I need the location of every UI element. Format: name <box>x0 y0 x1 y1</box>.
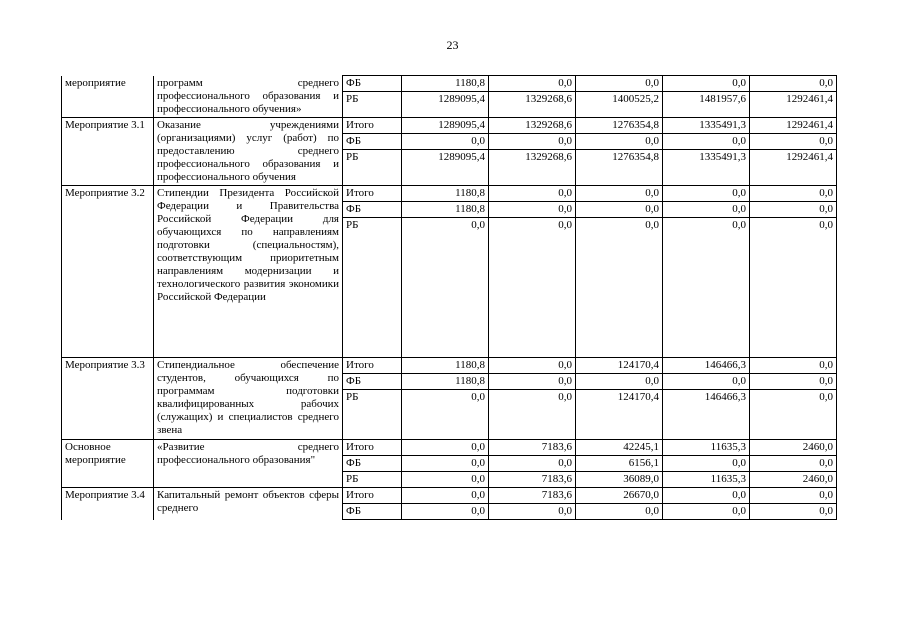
amount-cell: 0,0 <box>576 186 663 202</box>
amount-cell: 36089,0 <box>576 472 663 488</box>
amount-cell: 0,0 <box>663 186 750 202</box>
amount-cell: 0,0 <box>489 134 576 150</box>
amount-cell: 1276354,8 <box>576 150 663 186</box>
amount-cell: 0,0 <box>750 504 837 520</box>
table-row <box>62 358 837 374</box>
amount-cell: 1329268,6 <box>489 92 576 118</box>
event-name-cell: Основное мероприятие <box>62 440 154 488</box>
event-description-cell: Стипендиальное обеспечение студентов, обучающихся по программам подготовки квалифицированных рабочих (служащих) и специалистов среднего звена <box>154 358 343 440</box>
funding-source-cell: ФБ <box>343 76 402 92</box>
amount-cell: 1335491,3 <box>663 118 750 134</box>
funding-source-cell: ФБ <box>343 134 402 150</box>
amount-cell: 1289095,4 <box>402 92 489 118</box>
amount-cell: 1180,8 <box>402 76 489 92</box>
funding-source-cell: РБ <box>343 218 402 358</box>
amount-cell: 0,0 <box>750 76 837 92</box>
budget-table-body <box>62 76 837 520</box>
amount-cell: 0,0 <box>402 504 489 520</box>
amount-cell: 0,0 <box>489 390 576 440</box>
event-name-cell: Мероприятие 3.1 <box>62 118 154 186</box>
funding-source-cell: ФБ <box>343 202 402 218</box>
funding-source-cell: Итого <box>343 488 402 504</box>
amount-cell: 0,0 <box>750 390 837 440</box>
amount-cell: 6156,1 <box>576 456 663 472</box>
amount-cell: 0,0 <box>663 202 750 218</box>
funding-source-cell: ФБ <box>343 504 402 520</box>
amount-cell: 2460,0 <box>750 472 837 488</box>
amount-cell: 146466,3 <box>663 358 750 374</box>
amount-cell: 0,0 <box>663 504 750 520</box>
amount-cell: 1400525,2 <box>576 92 663 118</box>
amount-cell: 0,0 <box>663 456 750 472</box>
table-row <box>62 186 837 202</box>
amount-cell: 0,0 <box>750 202 837 218</box>
funding-source-cell: Итого <box>343 186 402 202</box>
amount-cell: 0,0 <box>402 472 489 488</box>
amount-cell: 7183,6 <box>489 488 576 504</box>
amount-cell: 0,0 <box>489 76 576 92</box>
amount-cell: 0,0 <box>402 488 489 504</box>
amount-cell: 0,0 <box>489 504 576 520</box>
event-description-cell: программ среднего профессионального образования и профессионального обучения» <box>154 76 343 118</box>
amount-cell: 0,0 <box>750 186 837 202</box>
amount-cell: 0,0 <box>576 202 663 218</box>
amount-cell: 7183,6 <box>489 440 576 456</box>
amount-cell: 0,0 <box>663 76 750 92</box>
amount-cell: 1276354,8 <box>576 118 663 134</box>
amount-cell: 1292461,4 <box>750 118 837 134</box>
amount-cell: 0,0 <box>576 218 663 358</box>
amount-cell: 0,0 <box>402 218 489 358</box>
amount-cell: 11635,3 <box>663 472 750 488</box>
amount-cell: 0,0 <box>750 374 837 390</box>
funding-source-cell: Итого <box>343 440 402 456</box>
amount-cell: 0,0 <box>489 358 576 374</box>
event-name-cell: мероприятие <box>62 76 154 118</box>
amount-cell: 0,0 <box>489 202 576 218</box>
amount-cell: 0,0 <box>576 374 663 390</box>
amount-cell: 0,0 <box>489 456 576 472</box>
amount-cell: 0,0 <box>576 504 663 520</box>
table-row <box>62 488 837 504</box>
amount-cell: 1329268,6 <box>489 118 576 134</box>
amount-cell: 0,0 <box>750 134 837 150</box>
amount-cell: 0,0 <box>663 374 750 390</box>
event-description-cell: Стипендии Президента Российской Федерации и Правительства Российской Федерации для обучающихся по направлениям подготовки (специальностям), соответствующим приоритетным направлениям модернизации и технологического развития экономики Российской Федерации <box>154 186 343 358</box>
amount-cell: 124170,4 <box>576 390 663 440</box>
event-description-cell: Капитальный ремонт объектов сферы среднего <box>154 488 343 520</box>
amount-cell: 0,0 <box>489 186 576 202</box>
amount-cell: 0,0 <box>489 218 576 358</box>
amount-cell: 0,0 <box>750 358 837 374</box>
event-description-cell: «Развитие среднего профессионального образования" <box>154 440 343 488</box>
event-name-cell: Мероприятие 3.2 <box>62 186 154 358</box>
event-name-cell: Мероприятие 3.3 <box>62 358 154 440</box>
amount-cell: 11635,3 <box>663 440 750 456</box>
amount-cell: 1180,8 <box>402 358 489 374</box>
funding-source-cell: РБ <box>343 150 402 186</box>
amount-cell: 146466,3 <box>663 390 750 440</box>
amount-cell: 0,0 <box>663 488 750 504</box>
amount-cell: 0,0 <box>402 390 489 440</box>
event-description-cell: Оказание учреждениями (организациями) услуг (работ) по предоставлению среднего профессионального образования и профессионального обучения <box>154 118 343 186</box>
amount-cell: 0,0 <box>750 456 837 472</box>
amount-cell: 1335491,3 <box>663 150 750 186</box>
amount-cell: 2460,0 <box>750 440 837 456</box>
table-row <box>62 440 837 456</box>
amount-cell: 1180,8 <box>402 186 489 202</box>
amount-cell: 1292461,4 <box>750 92 837 118</box>
budget-table <box>61 75 837 520</box>
amount-cell: 1289095,4 <box>402 118 489 134</box>
amount-cell: 42245,1 <box>576 440 663 456</box>
amount-cell: 1329268,6 <box>489 150 576 186</box>
funding-source-cell: ФБ <box>343 456 402 472</box>
funding-source-cell: Итого <box>343 358 402 374</box>
funding-source-cell: РБ <box>343 92 402 118</box>
amount-cell: 0,0 <box>663 218 750 358</box>
event-name-cell: Мероприятие 3.4 <box>62 488 154 520</box>
amount-cell: 7183,6 <box>489 472 576 488</box>
amount-cell: 0,0 <box>576 76 663 92</box>
amount-cell: 0,0 <box>663 134 750 150</box>
funding-source-cell: РБ <box>343 390 402 440</box>
amount-cell: 1292461,4 <box>750 150 837 186</box>
amount-cell: 0,0 <box>576 134 663 150</box>
amount-cell: 1481957,6 <box>663 92 750 118</box>
amount-cell: 0,0 <box>402 440 489 456</box>
amount-cell: 1289095,4 <box>402 150 489 186</box>
funding-source-cell: ФБ <box>343 374 402 390</box>
amount-cell: 26670,0 <box>576 488 663 504</box>
amount-cell: 0,0 <box>402 134 489 150</box>
funding-source-cell: РБ <box>343 472 402 488</box>
table-row <box>62 118 837 134</box>
amount-cell: 0,0 <box>402 456 489 472</box>
page-number: 23 <box>446 38 459 52</box>
amount-cell: 0,0 <box>750 488 837 504</box>
table-row <box>62 76 837 92</box>
amount-cell: 0,0 <box>750 218 837 358</box>
funding-source-cell: Итого <box>343 118 402 134</box>
amount-cell: 0,0 <box>489 374 576 390</box>
amount-cell: 1180,8 <box>402 202 489 218</box>
amount-cell: 124170,4 <box>576 358 663 374</box>
amount-cell: 1180,8 <box>402 374 489 390</box>
